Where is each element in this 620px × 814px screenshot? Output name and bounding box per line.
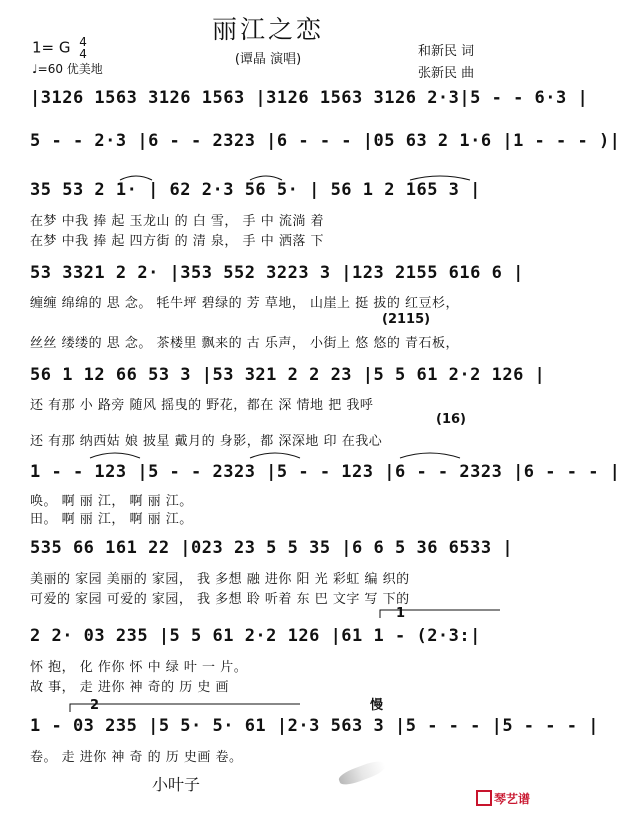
slow-marking: 慢 [370, 698, 384, 713]
score-row-9-notes: 1 - 03 235 |5 5· 5· 61 |2·3 563 3 |5 - - - |5 - - - | [30, 716, 599, 736]
score-row-7-lyric-2: 可爱的 家园 可爱的 家园， 我 多想 聆 听着 东 巴 文字 写 下的 [30, 592, 410, 607]
singer-credit: (谭晶 演唱) [234, 52, 302, 67]
tie-arc [250, 176, 282, 180]
composer-credit: 张新民 曲 [418, 66, 475, 81]
tempo-marking: ♩=60 优美地 [32, 62, 103, 76]
score-row-2-notes: 5 - - 2·3 |6 - - 2323 |6 - - - |05 63 2 1·6 |1 - - - )| [30, 131, 620, 151]
score-row-4-lyric-2: 丝丝 缕缕的 思 念。 茶楼里 飘来的 古 乐声， 小街上 悠 悠的 青石板， [30, 336, 459, 351]
score-row-5-lyric-1: 还 有那 小 路旁 随风 摇曳的 野花，都在 深 情地 把 我呼 [30, 398, 374, 413]
grace-note-2115: (2115) [382, 312, 431, 327]
score-row-8-lyric-2: 故 事， 走 进你 神 奇的 历 史 画 [30, 680, 230, 695]
site-logo [476, 790, 530, 807]
first-ending-bracket [380, 610, 500, 618]
meter-top: 4 [79, 35, 87, 49]
score-row-8-notes: 2 2· 03 235 |5 5 61 2·2 126 |61 1 - (2·3:| [30, 626, 481, 646]
score-row-6-lyric-2: 田。 啊 丽 江， 啊 丽 江。 [30, 512, 193, 527]
lyricist-credit: 和新民 词 [418, 44, 475, 59]
score-row-3-lyric-2: 在梦 中我 捧 起 四方街 的 清 泉， 手 中 洒落 下 [30, 234, 324, 249]
score-row-3-notes: 35 53 2 1· | 62 2·3 56 5· | 56 1 2 165 3 | [30, 180, 481, 200]
key-label: 1= G [32, 38, 71, 57]
score-row-6-notes: 1 - - 123 |5 - - 2323 |5 - - 123 |6 - - 2323 |6 - - - | [30, 462, 620, 482]
score-row-3-lyric-1: 在梦 中我 捧 起 玉龙山 的 白 雪， 手 中 流淌 着 [30, 214, 324, 229]
tie-arc [250, 453, 300, 458]
meter-bottom: 4 [79, 47, 87, 61]
second-ending-bracket [70, 704, 300, 712]
score-row-5-lyric-2: 还 有那 纳西姑 娘 披星 戴月的 身影，都 深深地 印 在我心 [30, 434, 383, 449]
score-row-6-lyric-1: 唤。 啊 丽 江， 啊 丽 江。 [30, 494, 193, 509]
score-row-4-notes: 53 3321 2 2· |353 552 3223 3 |123 2155 616 6 | [30, 263, 524, 283]
tie-arc [410, 176, 470, 180]
score-row-7-notes: 535 66 161 22 |023 23 5 5 35 |6 6 5 36 6533 | [30, 538, 514, 558]
logo-icon [476, 790, 492, 806]
score-row-9-lyric-1: 卷。 走 进你 神 奇 的 历 史画 卷。 [30, 750, 243, 765]
score-row-5-notes: 56 1 12 66 53 3 |53 321 2 2 23 |5 5 61 2·2 126 | [30, 365, 546, 385]
song-title: 丽江之恋 [211, 15, 324, 44]
score-row-4-lyric-1: 缠缠 绵绵的 思 念。 牦牛坪 碧绿的 芳 草地， 山崖上 挺 拔的 红豆杉， [30, 296, 459, 311]
tie-arc [120, 176, 152, 180]
watermark-text: 小叶子 [152, 775, 201, 794]
tie-arc [90, 453, 140, 458]
score-row-8-lyric-1: 怀 抱， 化 作你 怀 中 绿 叶 一 片。 [30, 660, 248, 675]
logo-text: 琴艺谱 [493, 792, 530, 806]
second-ending-marker: 2 [90, 698, 100, 713]
tie-arc [400, 453, 460, 458]
score-row-1-notes: |3126 1563 3126 1563 |3126 1563 3126 2·3|5 - - 6·3 | [30, 88, 589, 108]
score-row-7-lyric-1: 美丽的 家园 美丽的 家园， 我 多想 融 进你 阳 光 彩虹 编 织的 [30, 572, 410, 587]
first-ending-marker: 1 [396, 606, 406, 621]
grace-note-16: (16) [436, 412, 466, 427]
